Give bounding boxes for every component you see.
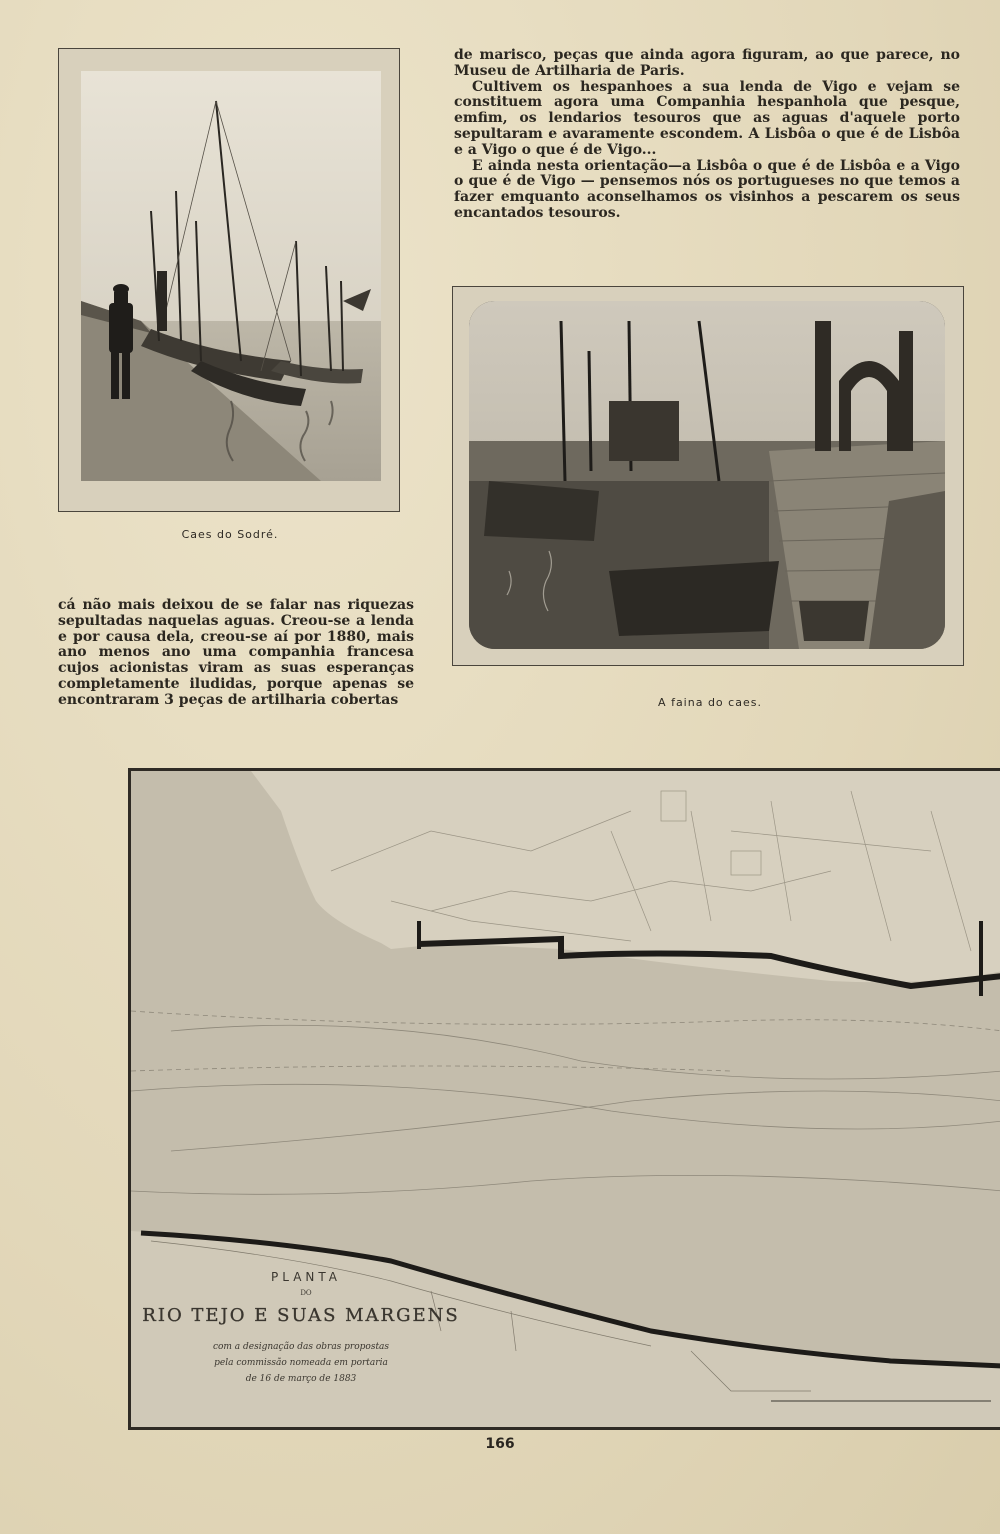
article-text-left <box>58 598 414 709</box>
paragraph-3: E ainda nesta orientação—a Lisbôa o que é de Lisbôa e a Vigo o que é de Vigo — pensemos nós os portugueses no que temos a fazer emquanto aconselhamos os visinhos a pescarem os seus encantados tesouros. <box>454 157 960 221</box>
map-subtitle-2: pela commissão nomeada em portaria <box>214 1358 388 1368</box>
photo-caes-do-sodre-frame <box>58 48 400 512</box>
photo-faina-do-caes-frame <box>452 286 964 666</box>
paragraph-1: de marisco, peças que ainda agora figuram, ao que parece, no Museu de Artilharia de Paris. <box>454 47 960 79</box>
map-rio-tejo <box>128 768 1000 1430</box>
map-subtitle-1: com a designação das obras propostas <box>212 1342 390 1352</box>
photo-faina-do-caes <box>469 301 945 649</box>
article-text-top-right <box>454 48 960 222</box>
photo-caes-do-sodre <box>81 71 381 481</box>
map-subtitle-3: de 16 de março de 1883 <box>245 1374 357 1384</box>
paragraph-left: cá não mais deixou de se falar nas riquezas sepultadas naquelas aguas. Creou-se a lenda e por causa dela, creou-se aí por 1880, mais ano menos ano uma companhia francesa cujos acionistas viram as suas esperanças completamente iludidas, porque apenas se encontraram 3 peças de artilharia cobertas <box>58 597 414 708</box>
page-number: 166 <box>485 1436 515 1452</box>
map-title-main: RIO TEJO E SUAS MARGENS <box>142 1305 460 1326</box>
paragraph-2: Cultivem os hespanhoes a sua lenda de Vigo e vejam se constituem agora uma Companhia hespanhola que pesque, emfim, os lendarios tesouros que as aguas d'aquele porto sepultaram e avaramente escondem. A Lisbôa o que é de Lisbôa e a Vigo o que é de Vigo... <box>454 78 960 158</box>
photo-faina-do-caes-caption: A faina do caes. <box>658 696 762 709</box>
map-title-do: DO <box>300 1289 312 1297</box>
photo-caes-do-sodre-caption: Caes do Sodré. <box>181 528 279 541</box>
map-title-planta: PLANTA <box>271 1270 341 1284</box>
